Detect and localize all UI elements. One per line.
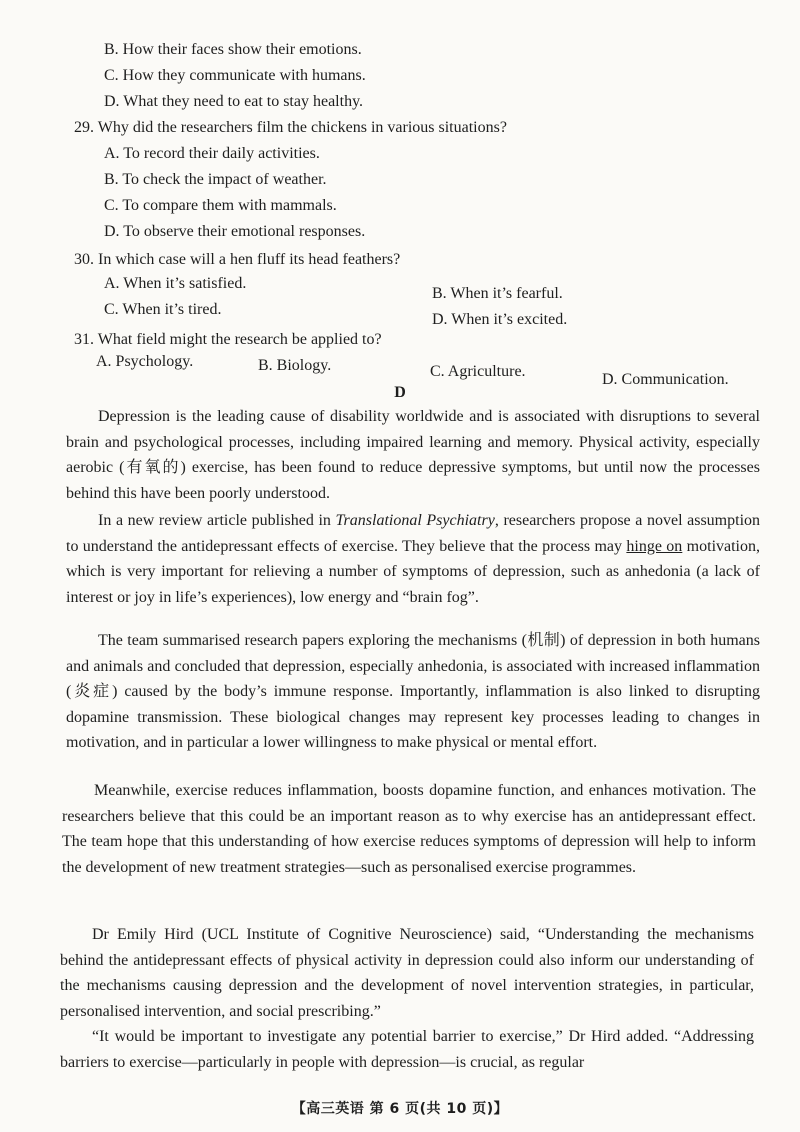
passage-paragraph-5 — [60, 922, 754, 1024]
q29-option-b: B. To check the impact of weather. — [104, 171, 327, 188]
q29-option-c: C. To compare them with mammals. — [104, 197, 337, 214]
q30-option-d: D. When it’s excited. — [432, 311, 568, 328]
passage-paragraph-6 — [60, 1024, 754, 1075]
q30-question: 30. In which case will a hen fluff its head feathers? — [74, 251, 401, 268]
paragraph-2-intro: In a new review article published in — [98, 512, 336, 529]
paragraph-3-text: The team summarised research papers exploring the mechanisms (机制) of depression in both humans and animals and concluded that depression, especially anhedonia, is associated with increased inflammation (炎症) caused by the body’s immune response. Importantly, inflammation is also linked to disrupting dopamine transmission. These biological changes may represent key processes leading to changes in motivation, and in particular a lower willingness to make physical or mental effort. — [66, 632, 760, 751]
passage-paragraph-3 — [66, 628, 760, 756]
page-footer: 【高三英语 第 6 页(共 10 页)】 — [291, 1101, 509, 1117]
paragraph-2-end: motivation, which is very important for relieving a number of symptoms of depression, such as anhedonia (a lack of interest or joy in life’s experiences), low energy and “brain fog”. — [66, 537, 761, 606]
q31-option-c: C. Agriculture. — [430, 363, 526, 380]
paragraph-6-text: “It would be important to investigate any potential barrier to exercise,” Dr Hird added. “Addressing barriers to exercise—particularly in people with depression—is crucial, as regular — [60, 1028, 754, 1071]
q30-option-c: C. When it’s tired. — [104, 301, 222, 318]
paragraph-2-middle: , researchers propose a novel assumption to understand the antidepressant effects of exercise. They believe that the process may — [66, 512, 761, 555]
journal-title: Translational Psychiatry — [335, 512, 495, 529]
q30-option-a: A. When it’s satisfied. — [104, 275, 247, 292]
paragraph-5-text: Dr Emily Hird (UCL Institute of Cognitive Neuroscience) said, “Understanding the mechanisms behind the antidepressant effects of physical activity in depression could also inform our understanding of the mechanisms causing depression and the development of novel intervention strategies, in particular, personalised intervention, and social prescribing.” — [60, 926, 754, 1020]
q31-option-a: A. Psychology. — [96, 353, 194, 370]
q28-option-c: C. How they communicate with humans. — [104, 67, 366, 84]
q29-option-a: A. To record their daily activities. — [104, 145, 320, 162]
paragraph-2-text — [66, 508, 760, 610]
passage-paragraph-1 — [66, 404, 760, 506]
q28-option-b: B. How their faces show their emotions. — [104, 41, 362, 58]
passage-paragraph-4 — [62, 778, 756, 880]
q29-option-d: D. To observe their emotional responses. — [104, 223, 366, 240]
paragraph-4-text: Meanwhile, exercise reduces inflammation, boosts dopamine function, and enhances motivation. The researchers believe that this could be an important reason as to why exercise has an antidepressant effect. The team hope that this understanding of how exercise reduces symptoms of depression will help to inform the development of new treatment strategies—such as personalised exercise programmes. — [62, 782, 756, 876]
q31-option-b: B. Biology. — [258, 357, 332, 374]
passage-paragraph-2 — [66, 508, 760, 610]
underlined-phrase: hinge on — [626, 537, 683, 555]
section-heading: D — [394, 384, 406, 401]
q31-question: 31. What field might the research be applied to? — [74, 331, 382, 348]
q28-option-d: D. What they need to eat to stay healthy. — [104, 93, 364, 110]
q29-question: 29. Why did the researchers film the chickens in various situations? — [74, 119, 507, 136]
paragraph-1-text: Depression is the leading cause of disability worldwide and is associated with disruptions to several brain and psychological processes, including impaired learning and memory. Physical activity, especially aerobic (有氧的) exercise, has been found to reduce depressive symptoms, but until now the processes behind this have been poorly understood. — [66, 408, 760, 502]
q30-option-b: B. When it’s fearful. — [432, 285, 563, 302]
q31-option-d: D. Communication. — [602, 371, 729, 388]
